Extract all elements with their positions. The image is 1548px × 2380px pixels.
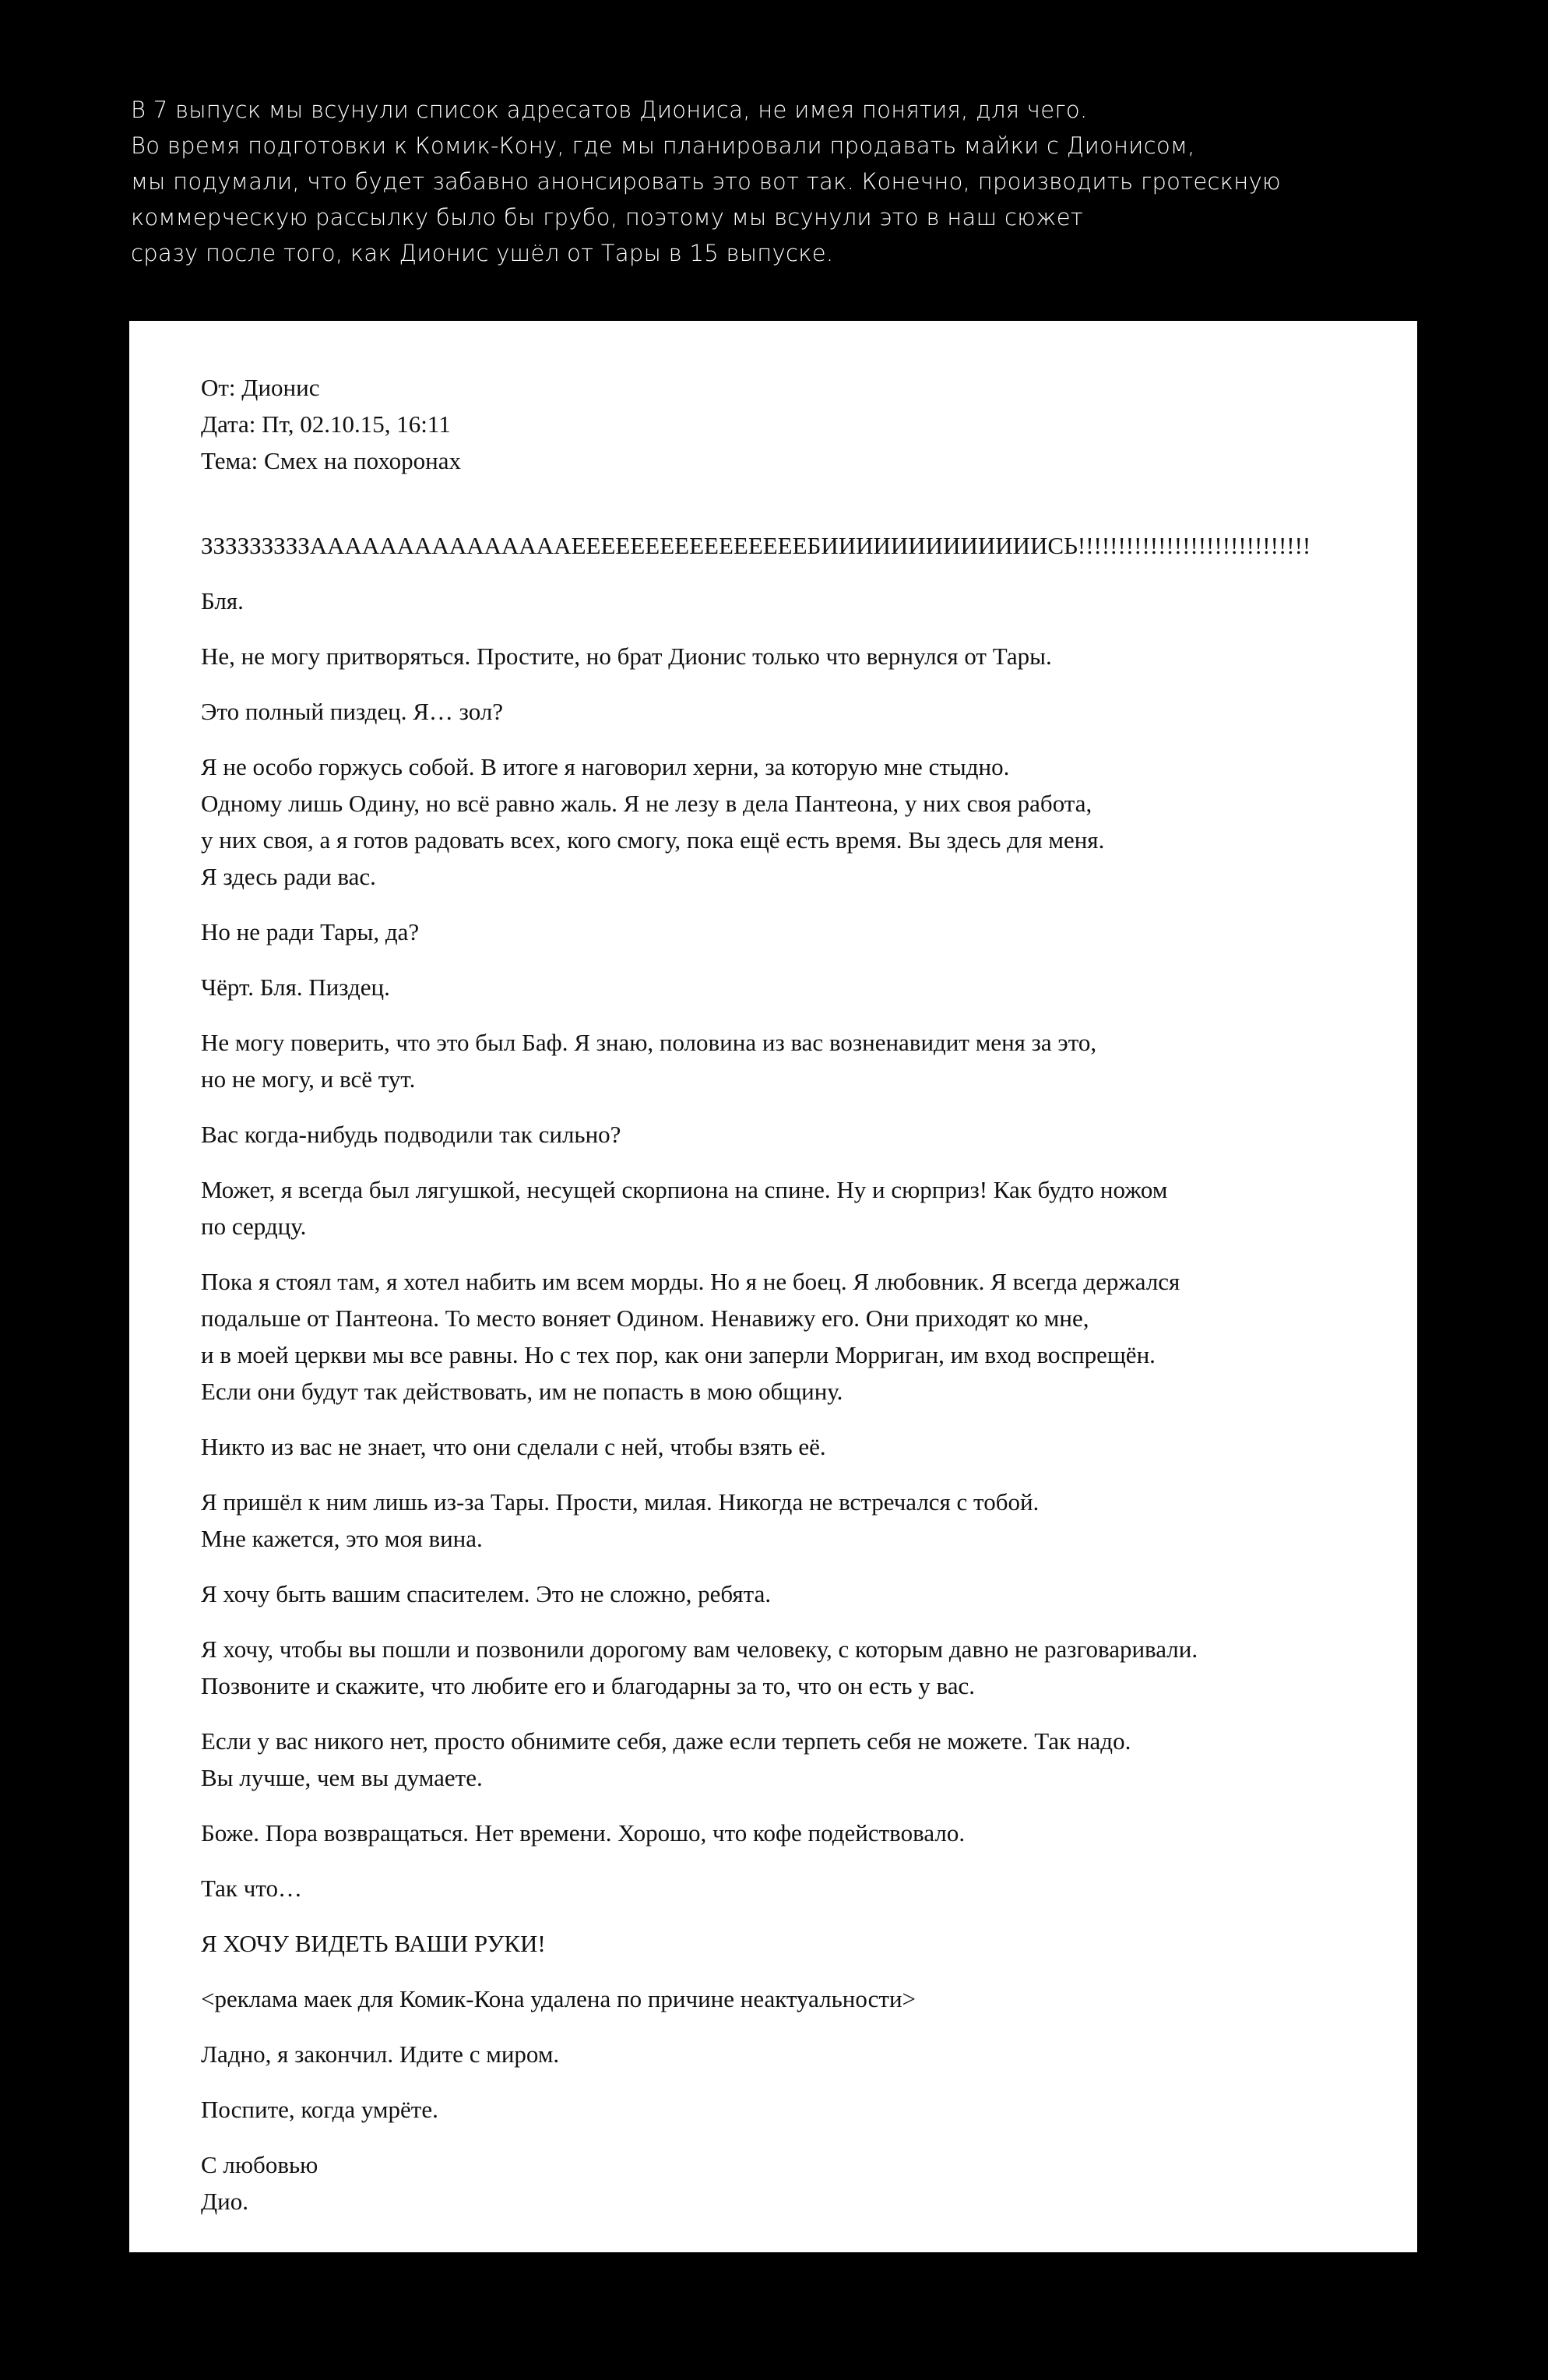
paragraph-line: Мне кажется, это моя вина. — [201, 1525, 483, 1552]
paragraph-line: Позвоните и скажите, что любите его и благодарны за то, что он есть у вас. — [201, 1672, 976, 1699]
email-subject: Тема: Смех на похоронах — [201, 447, 462, 474]
paragraph-line: Может, я всегда был лягушкой, несущей скорпиона на спине. Ну и сюрприз! Как будто ножом — [201, 1176, 1168, 1203]
email-paragraph — [201, 1870, 1400, 1906]
email-paragraph — [201, 1263, 1400, 1410]
email-paragraph — [201, 583, 1400, 619]
email-paragraph — [201, 527, 1400, 564]
paragraph-line: Так что… — [201, 1875, 302, 1902]
paragraph-line: Дио. — [201, 2188, 248, 2215]
paragraph-line: Никто из вас не знает, что они сделали с ней, чтобы взять её. — [201, 1433, 826, 1460]
paragraph-line: но не могу, и всё тут. — [201, 1065, 416, 1093]
paragraph-line: Я здесь ради вас. — [201, 863, 376, 890]
paragraph-line: <реклама маек для Комик-Кона удалена по причине неактуальности> — [201, 1985, 916, 2012]
paragraph-line: С любовью — [201, 2151, 318, 2178]
email-paragraph — [201, 1428, 1400, 1465]
email-paragraph — [201, 2091, 1400, 2128]
paragraph-line: Я хочу, чтобы вы пошли и позвонили дорогому вам человеку, с которым давно не разговаривали. — [201, 1635, 1198, 1663]
email-paragraph — [201, 2036, 1400, 2072]
email-header — [201, 369, 1400, 479]
paragraph-line: Одному лишь Одину, но всё равно жаль. Я не лезу в дела Пантеона, у них своя работа, — [201, 790, 1092, 817]
paragraph-line: и в моей церкви мы все равны. Но с тех пор, как они заперли Морриган, им вход воспрещён. — [201, 1341, 1156, 1368]
paragraph-line: подальше от Пантеона. То место воняет Одином. Ненавижу его. Они приходят ко мне, — [201, 1304, 1089, 1332]
paragraph-line: ЗЗЗЗЗЗЗЗЗАААААААААААААААЕЕЕЕЕЕЕЕЕЕЕЕЕЕЕЕБИИИИИИИИИИИИИСЬ!!!!!!!!!!!!!!!!!!!!!!!!!!!!! — [201, 532, 1311, 559]
paragraph-line: Вас когда-нибудь подводили так сильно? — [201, 1121, 621, 1148]
intro-line: сразу после того, как Дионис ушёл от Тары в 15 выпуске. — [131, 240, 834, 266]
paragraph-line: Бля. — [201, 587, 244, 614]
email-paragraph — [201, 1980, 1400, 2017]
paragraph-line: Не могу поверить, что это был Баф. Я знаю, половина из вас возненавидит меня за это, — [201, 1029, 1097, 1056]
email-panel — [129, 321, 1417, 2252]
email-paragraph — [201, 969, 1400, 1005]
paragraph-line: Если они будут так действовать, им не попасть в мою общину. — [201, 1378, 843, 1405]
email-paragraph — [201, 1631, 1400, 1704]
email-paragraph — [201, 693, 1400, 730]
email-from: От: Дионис — [201, 374, 320, 401]
intro-line: мы подумали, что будет забавно анонсировать это вот так. Конечно, производить гротескную — [131, 168, 1281, 195]
email-paragraphs — [201, 527, 1400, 2220]
intro-line: Во время подготовки к Комик-Кону, где мы планировали продавать майки с Дионисом, — [131, 132, 1195, 159]
email-date: Дата: Пт, 02.10.15, 16:11 — [201, 410, 451, 438]
email-paragraph — [201, 1024, 1400, 1097]
paragraph-line: Поспите, когда умрёте. — [201, 2096, 438, 2123]
intro-note — [131, 92, 1455, 271]
email-paragraph — [201, 1116, 1400, 1153]
paragraph-line: Не, не могу притворяться. Простите, но брат Дионис только что вернулся от Тары. — [201, 643, 1052, 670]
paragraph-line: Но не ради Тары, да? — [201, 918, 420, 945]
paragraph-line: Я пришёл к ним лишь из-за Тары. Прости, милая. Никогда не встречался с тобой. — [201, 1488, 1040, 1516]
paragraph-line: Я ХОЧУ ВИДЕТЬ ВАШИ РУКИ! — [201, 1930, 546, 1957]
email-paragraph — [201, 2146, 1400, 2220]
email-paragraph — [201, 1723, 1400, 1796]
email-paragraph — [201, 638, 1400, 674]
paragraph-line: Чёрт. Бля. Пиздец. — [201, 973, 390, 1001]
paragraph-line: у них своя, а я готов радовать всех, кого смогу, пока ещё есть время. Вы здесь для меня. — [201, 826, 1105, 854]
paragraph-line: по сердцу. — [201, 1213, 307, 1240]
email-paragraph — [201, 1484, 1400, 1557]
paragraph-line: Боже. Пора возвращаться. Нет времени. Хорошо, что кофе подействовало. — [201, 1819, 966, 1847]
paragraph-line: Пока я стоял там, я хотел набить им всем морды. Но я не боец. Я любовник. Я всегда держался — [201, 1268, 1180, 1295]
email-paragraph — [201, 748, 1400, 895]
email-paragraph — [201, 914, 1400, 950]
paragraph-line: Если у вас никого нет, просто обнимите себя, даже если терпеть себя не можете. Так надо. — [201, 1727, 1131, 1755]
paragraph-line: Это полный пиздец. Я… зол? — [201, 698, 504, 725]
paragraph-line: Я не особо горжусь собой. В итоге я наговорил херни, за которую мне стыдно. — [201, 753, 1010, 780]
intro-line: В 7 выпуск мы всунули список адресатов Диониса, не имея понятия, для чего. — [131, 97, 1088, 123]
email-paragraph — [201, 1171, 1400, 1245]
email-paragraph — [201, 1815, 1400, 1851]
paragraph-line: Вы лучше, чем вы думаете. — [201, 1764, 483, 1791]
paragraph-line: Я хочу быть вашим спасителем. Это не сложно, ребята. — [201, 1580, 772, 1607]
paragraph-line: Ладно, я закончил. Идите с миром. — [201, 2040, 560, 2068]
intro-line: коммерческую рассылку было бы грубо, поэтому мы всунули это в наш сюжет — [131, 204, 1084, 231]
email-body — [201, 369, 1400, 2238]
email-paragraph — [201, 1925, 1400, 1962]
email-paragraph — [201, 1576, 1400, 1612]
